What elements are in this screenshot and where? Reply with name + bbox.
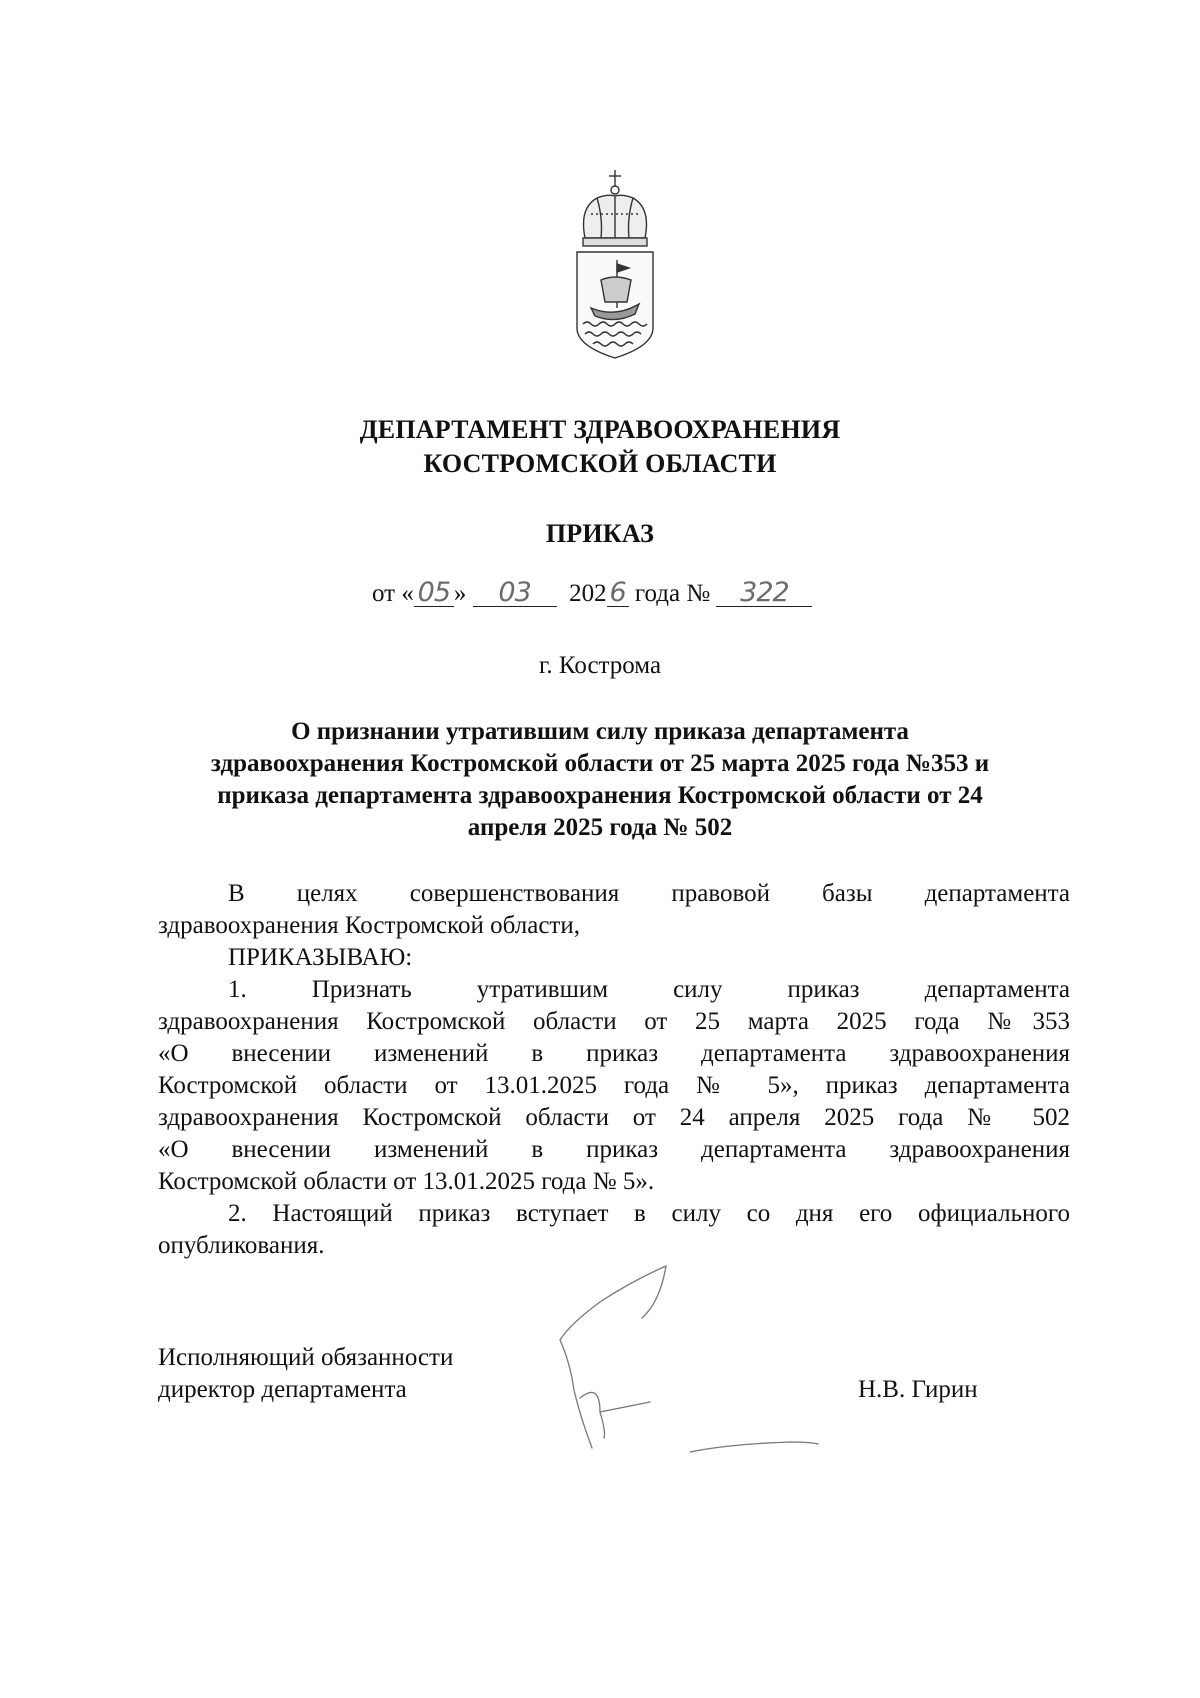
document-type: ПРИКАЗ xyxy=(545,519,655,548)
department-name-line2: КОСТРОМСКОЙ ОБЛАСТИ xyxy=(423,449,777,478)
date-month: 03 xyxy=(498,577,531,608)
item1-line: 1. Признать утратившим силу приказ департамента xyxy=(228,976,1070,1003)
city: г. Кострома xyxy=(538,652,662,679)
date-year-field xyxy=(607,578,629,607)
coat-of-arms-emblem xyxy=(565,168,665,360)
date-line xyxy=(372,578,812,610)
preamble-line2: здравоохранения Костромской области, xyxy=(158,912,580,939)
order-word: ПРИКАЗЫВАЮ: xyxy=(228,944,413,971)
order-number: 322 xyxy=(740,577,789,608)
handwritten-signature xyxy=(540,1262,840,1482)
order-body xyxy=(158,878,1070,1262)
item1-line: здравоохранения Костромской области от 24 апреля 2025 года № 502 xyxy=(158,1104,1070,1131)
signatory-position-line1: Исполняющий обязанности xyxy=(158,1344,454,1371)
date-quote-close: » xyxy=(453,580,467,607)
date-year-prefix: 202 xyxy=(569,580,607,607)
signatory-position-line2: директор департамента xyxy=(158,1376,407,1403)
preamble-line1: В целях совершенствования правовой базы департамента xyxy=(228,880,1070,907)
item1-line: «О внесении изменений в приказ департамента здравоохранения xyxy=(158,1136,1070,1163)
department-name-line1: ДЕПАРТАМЕНТ ЗДРАВООХРАНЕНИЯ xyxy=(359,415,841,444)
order-number-field xyxy=(716,578,812,607)
date-prefix: от « xyxy=(372,580,414,607)
date-day-field xyxy=(414,578,454,607)
order-title-line2: здравоохранения Костромской области от 25 марта 2025 года №353 и xyxy=(210,750,990,777)
item1-last-line: Костромской области от 13.01.2025 года № 5». xyxy=(158,1168,655,1195)
item1-line: здравоохранения Костромской области от 25 марта 2025 года №353 xyxy=(158,1008,1070,1035)
order-title-line3: приказа департамента здравоохранения Костромской области от 24 xyxy=(217,782,983,809)
signatory-name: Н.В. Гирин xyxy=(858,1376,978,1403)
order-title-line1: О признании утратившим силу приказа департамента xyxy=(291,718,909,745)
signatory-position xyxy=(158,1342,453,1406)
date-year-digit: 6 xyxy=(609,577,626,608)
item1-line: «О внесении изменений в приказ департамента здравоохранения xyxy=(158,1040,1070,1067)
item2-last-line: опубликования. xyxy=(158,1232,325,1259)
date-month-field xyxy=(473,578,557,607)
date-day: 05 xyxy=(417,577,451,608)
item2-line: 2. Настоящий приказ вступает в силу со дня его официального xyxy=(228,1200,1070,1227)
order-title-line4: апреля 2025 года № 502 xyxy=(467,814,733,841)
item1-line: Костромской области от 13.01.2025 года № 5», приказ департамента xyxy=(158,1072,1070,1099)
date-year-word: года № xyxy=(634,580,711,607)
